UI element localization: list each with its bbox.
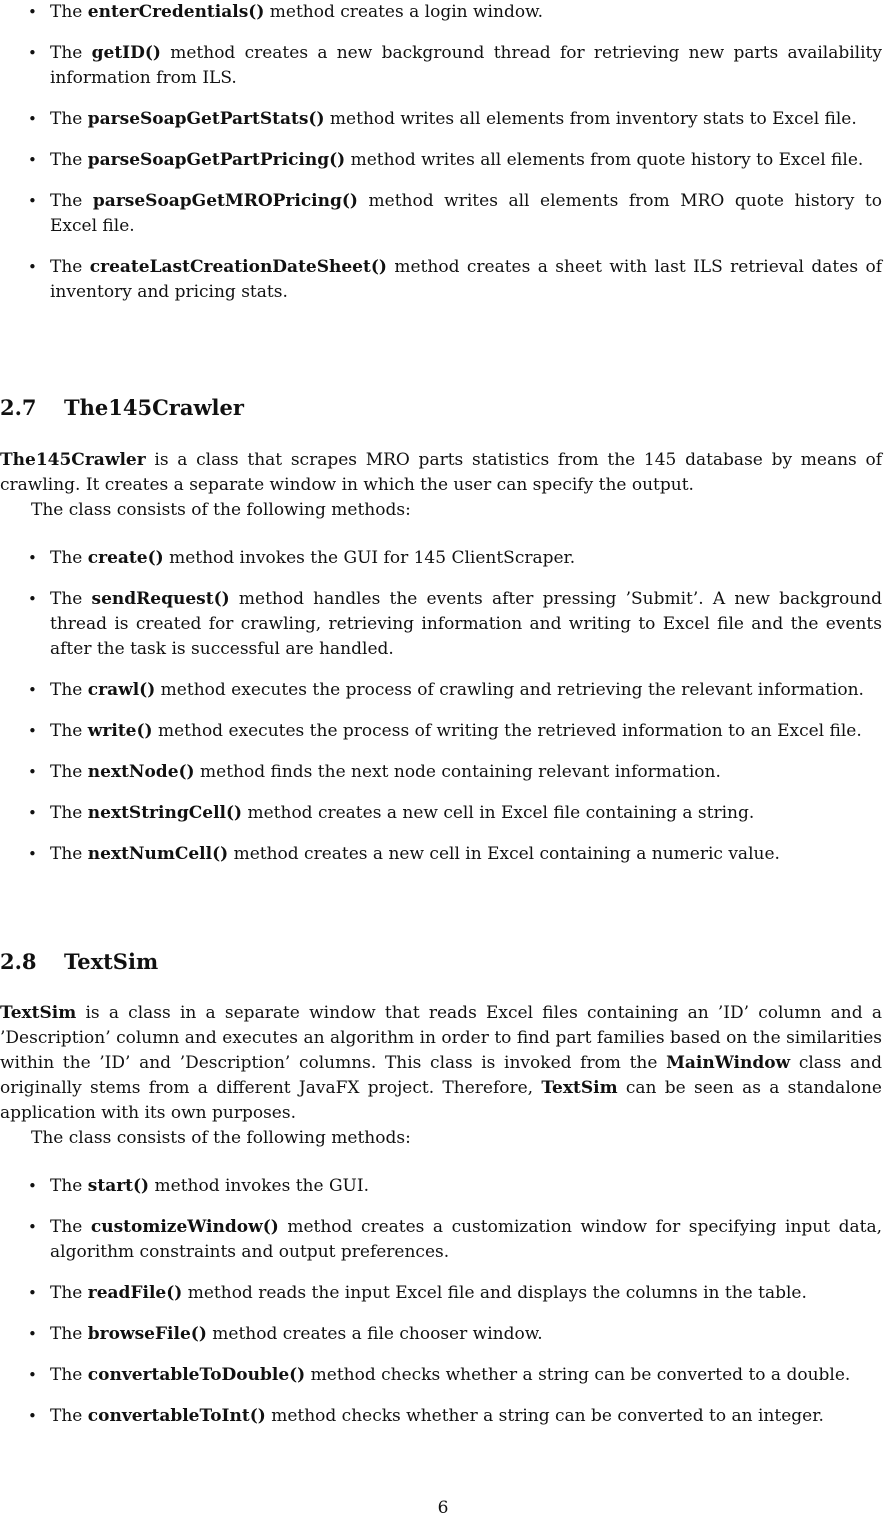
item-text: method writes all elements from inventory stats to Excel file. (324, 109, 857, 129)
list-item (0, 760, 884, 785)
section-number: 2.8 (0, 949, 37, 974)
methods-intro: The class consists of the following methods: (31, 1128, 411, 1148)
list-item (0, 1404, 884, 1429)
item-text: method creates a new cell in Excel file containing a string. (242, 803, 755, 823)
item-text: method creates a sheet with last ILS retrieval dates of inventory and pricing stats. (50, 257, 882, 302)
method-name: parseSoapGetPartStats() (87, 109, 325, 129)
paragraph-text: can be seen as a standalone application with its own purposes. (0, 1078, 882, 1123)
section-title: The145Crawler (64, 395, 244, 420)
item-text: method creates a new cell in Excel containing a numeric value. (228, 844, 780, 864)
item-text: method executes the process of crawling and retrieving the relevant information. (155, 680, 864, 700)
item-text: method handles the events after pressing ’Submit’. A new background thread is created for crawling, retrieving information and writing to Excel file and the events after the task is successful are handled. (50, 589, 882, 659)
item-text: method invokes the GUI. (149, 1176, 369, 1196)
bullet-icon: • (28, 1218, 37, 1236)
list-item (0, 1281, 884, 1306)
bullet-list (0, 0, 884, 305)
bullet-icon: • (28, 110, 37, 128)
bullet-icon: • (28, 1177, 37, 1195)
bullet-icon: • (28, 44, 37, 62)
list-item (0, 41, 884, 91)
item-text: method reads the input Excel file and displays the columns in the table. (182, 1283, 807, 1303)
paragraph-text: is a class that scrapes MRO parts statistics from the 145 database by means of crawling. It creates a separate window in which the user can specify the output. (0, 450, 882, 495)
section-paragraph (0, 448, 884, 498)
method-name: browseFile() (87, 1324, 207, 1344)
list-item (0, 842, 884, 867)
bullet-icon: • (28, 549, 37, 567)
section-2-8-body (0, 1001, 884, 1429)
bullet-icon: • (28, 763, 37, 781)
bullet-list (0, 1174, 884, 1429)
method-name: write() (87, 721, 153, 741)
list-item (0, 587, 884, 662)
list-item (0, 1363, 884, 1388)
item-text: The (50, 257, 90, 277)
item-text: method creates a file chooser window. (206, 1324, 543, 1344)
item-text: The (50, 1176, 88, 1196)
method-name: parseSoapGetMROPricing() (92, 191, 358, 211)
list-item (0, 1174, 884, 1199)
item-text: method writes all elements from MRO quote history to Excel file. (50, 191, 882, 236)
list-item (0, 546, 884, 571)
method-name: nextNumCell() (87, 844, 229, 864)
section-heading-2-7 (0, 394, 244, 422)
item-text: The (50, 1283, 88, 1303)
method-name: enterCredentials() (87, 2, 265, 22)
bullet-list (0, 546, 884, 867)
section-number: 2.7 (0, 395, 37, 420)
bullet-icon: • (28, 1284, 37, 1302)
item-text: The (50, 548, 88, 568)
method-name: nextStringCell() (87, 803, 243, 823)
item-text: The (50, 2, 88, 22)
method-name: readFile() (87, 1283, 183, 1303)
class-name: MainWindow (666, 1053, 791, 1073)
list-item (0, 678, 884, 703)
list-item (0, 189, 884, 239)
method-name: convertableToDouble() (87, 1365, 306, 1385)
bullet-icon: • (28, 804, 37, 822)
method-name: getID() (91, 43, 161, 63)
section-title: TextSim (64, 949, 159, 974)
class-name: TextSim (0, 1003, 77, 1023)
item-text: method finds the next node containing relevant information. (194, 762, 721, 782)
bullet-icon: • (28, 590, 37, 608)
item-text: The (50, 589, 92, 609)
method-name: create() (87, 548, 164, 568)
list-item (0, 255, 884, 305)
item-text: The (50, 43, 92, 63)
item-text: The (50, 1217, 91, 1237)
page-number: 6 (437, 1498, 449, 1518)
list-item (0, 719, 884, 744)
method-name: nextNode() (87, 762, 195, 782)
item-text: The (50, 1324, 88, 1344)
list-item (0, 107, 884, 132)
method-name: parseSoapGetPartPricing() (87, 150, 346, 170)
bullet-icon: • (28, 151, 37, 169)
paragraph-text: class and originally stems from a different JavaFX project. Therefore, (0, 1053, 882, 1098)
methods-intro: The class consists of the following methods: (31, 500, 411, 520)
item-text: method checks whether a string can be converted to a double. (305, 1365, 851, 1385)
item-text: method checks whether a string can be converted to an integer. (265, 1406, 824, 1426)
item-text: method invokes the GUI for 145 ClientScraper. (163, 548, 576, 568)
item-text: The (50, 844, 88, 864)
list-item (0, 1215, 884, 1265)
item-text: The (50, 762, 88, 782)
list-item (0, 801, 884, 826)
item-text: method creates a customization window for specifying input data, algorithm constraints and output preferences. (50, 1217, 882, 1262)
item-text: The (50, 1406, 88, 1426)
item-text: The (50, 721, 88, 741)
method-name: sendRequest() (91, 589, 230, 609)
bullet-icon: • (28, 258, 37, 276)
item-text: The (50, 109, 88, 129)
class-name: TextSim (541, 1078, 618, 1098)
item-text: The (50, 150, 88, 170)
bullet-icon: • (28, 1325, 37, 1343)
section-paragraph (0, 1001, 884, 1126)
item-text: method executes the process of writing the retrieved information to an Excel file. (152, 721, 862, 741)
method-name: convertableToInt() (87, 1406, 266, 1426)
section-heading-2-8 (0, 948, 158, 976)
item-text: The (50, 1365, 88, 1385)
list-item (0, 1322, 884, 1347)
bullet-icon: • (28, 1407, 37, 1425)
item-text: The (50, 191, 93, 211)
method-name: crawl() (87, 680, 156, 700)
bullet-icon: • (28, 1366, 37, 1384)
list-item (0, 148, 884, 173)
method-list-top (0, 0, 884, 305)
bullet-icon: • (28, 722, 37, 740)
item-text: The (50, 803, 88, 823)
bullet-icon: • (28, 3, 37, 21)
method-name: createLastCreationDateSheet() (89, 257, 387, 277)
paragraph-text: is a class in a separate window that reads Excel files containing an ’ID’ column and a ’Description’ column and executes an algorithm in order to find part families based on the similarities within the ’ID’ and ’Description’ columns. This class is invoked from the (0, 1003, 882, 1073)
method-name: customizeWindow() (90, 1217, 279, 1237)
item-text: The (50, 680, 88, 700)
class-name: The145Crawler (0, 450, 146, 470)
section-2-7-body (0, 448, 884, 867)
bullet-icon: • (28, 681, 37, 699)
item-text: method creates a login window. (264, 2, 543, 22)
bullet-icon: • (28, 845, 37, 863)
item-text: method creates a new background thread for retrieving new parts availability information from ILS. (50, 43, 882, 88)
item-text: method writes all elements from quote history to Excel file. (345, 150, 864, 170)
bullet-icon: • (28, 192, 37, 210)
list-item (0, 0, 884, 25)
method-name: start() (87, 1176, 150, 1196)
